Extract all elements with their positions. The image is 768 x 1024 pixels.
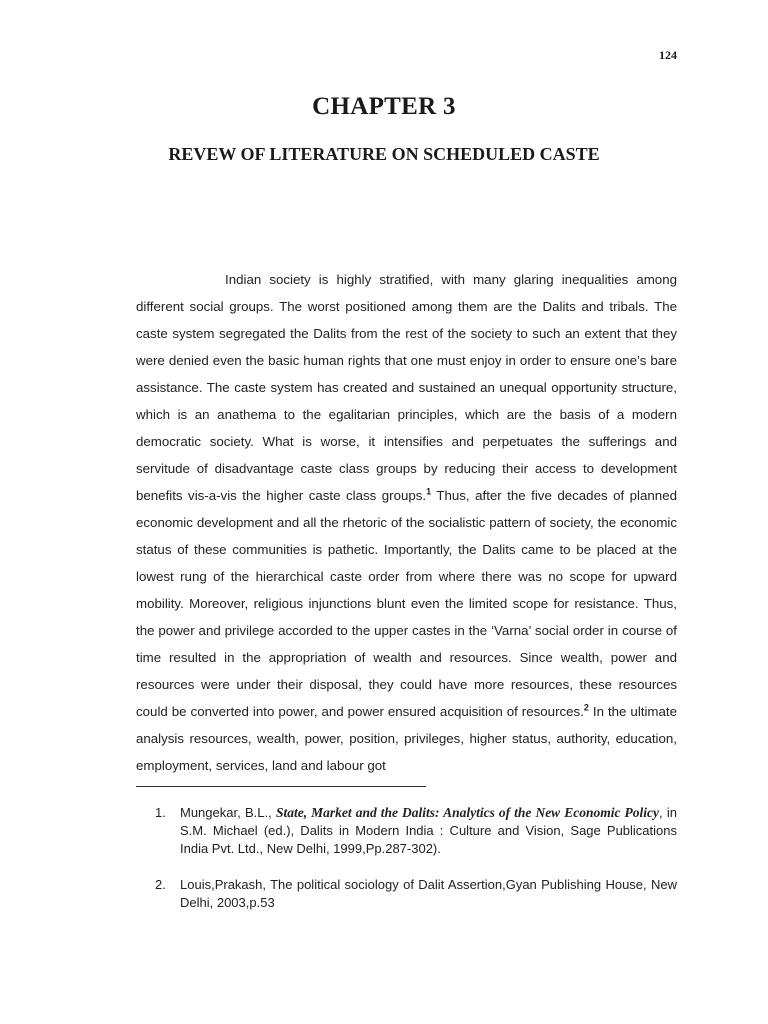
footnote-ref-2[interactable]: 2 [583, 702, 589, 713]
body-text-part-3: In the ultimate analysis resources, wealth, power, position, privileges, higher status, authority, education, employment, services, land and labour got [136, 704, 677, 773]
footnote-item [155, 804, 677, 858]
footnote-number: 1. [155, 805, 166, 820]
footnote-number: 2. [155, 877, 166, 892]
body-text-part-2: Thus, after the five decades of planned economic development and all the rhetoric of the socialistic pattern of society, the economic status of these communities is pathetic. Importantly, the Dalits came to be placed at the lowest rung of the hierarchical caste order from where there was no scope for upward mobility. Moreover, religious injunctions blunt even the limited scope for resistance. Thus, the power and privilege accorded to the upper castes in the ‘Varna’ social order in course of time resulted in the appropriation of wealth and resources. Since wealth, power and resources were under their disposal, they could have more resources, these resources could be converted into power, and power ensured acquisition of resources. [136, 488, 677, 719]
footnote-ref-1[interactable]: 1 [426, 486, 432, 497]
footnotes-list [155, 804, 677, 930]
footnote-item [155, 876, 677, 912]
footnote-author: Mungekar, B.L., [180, 805, 276, 820]
body-text-part-1: Indian society is highly stratified, with many glaring inequalities among different social groups. The worst positioned among them are the Dalits and tribals. The caste system segregated the Dalits from the rest of the society to such an extent that they were denied even the basic human rights that one must enjoy in order to ensure one’s bare assistance. The caste system has created and sustained an unequal opportunity structure, which is an anathema to the egalitarian principles, which are the basis of a modern democratic society. What is worse, it intensifies and perpetuates the sufferings and servitude of disadvantage caste class groups by reducing their access to development benefits vis-a-vis the higher caste class groups. [136, 272, 677, 503]
footnote-text: Louis,Prakash, The political sociology of Dalit Assertion,Gyan Publishing House, New Delhi, 2003,p.53 [180, 877, 677, 910]
footnote-separator [136, 786, 426, 787]
chapter-title: CHAPTER 3 [312, 93, 456, 120]
body-paragraph [136, 266, 677, 779]
page-number: 124 [659, 48, 677, 62]
footnote-work-title: State, Market and the Dalits: Analytics of the New Economic Policy [276, 805, 659, 820]
chapter-subtitle: REVEW OF LITERATURE ON SCHEDULED CASTE [168, 144, 600, 164]
footnote-details: , in S.M. Michael (ed.), Dalits in Modern India : Culture and Vision, Sage Publications India Pvt. Ltd., New Delhi, 1999,Pp.287-302). [180, 805, 678, 856]
